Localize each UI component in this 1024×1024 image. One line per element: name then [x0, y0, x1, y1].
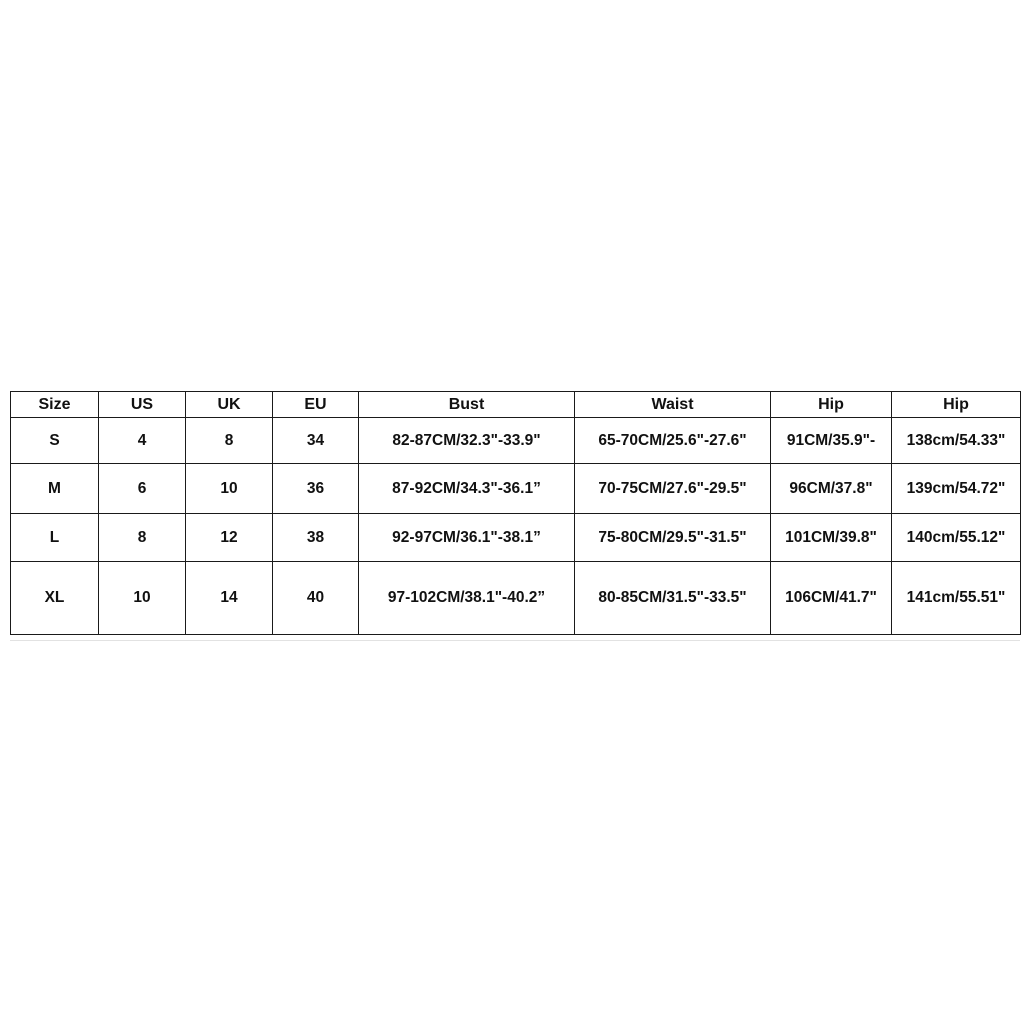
header-hip: Hip	[771, 392, 892, 418]
cell-waist: 65-70CM/25.6"-27.6"	[575, 418, 771, 464]
cell-size: XL	[11, 562, 99, 635]
table-row	[11, 418, 1021, 464]
cell-us: 4	[99, 418, 186, 464]
cell-us: 10	[99, 562, 186, 635]
header-uk: UK	[186, 392, 273, 418]
cell-eu: 34	[273, 418, 359, 464]
header-eu: EU	[273, 392, 359, 418]
cell-uk: 12	[186, 514, 273, 562]
size-chart-table	[10, 391, 1021, 635]
cell-uk: 8	[186, 418, 273, 464]
cell-waist: 75-80CM/29.5"-31.5"	[575, 514, 771, 562]
header-size: Size	[11, 392, 99, 418]
cell-bust: 97-102CM/38.1"-40.2”	[359, 562, 575, 635]
header-row	[11, 392, 1021, 418]
cell-uk: 14	[186, 562, 273, 635]
cell-eu: 40	[273, 562, 359, 635]
header-hip-2: Hip	[892, 392, 1021, 418]
cell-bust: 92-97CM/36.1"-38.1”	[359, 514, 575, 562]
cell-uk: 10	[186, 464, 273, 514]
cell-bust: 82-87CM/32.3"-33.9"	[359, 418, 575, 464]
cell-eu: 38	[273, 514, 359, 562]
cell-hip-2: 139cm/54.72"	[892, 464, 1021, 514]
table-row	[11, 562, 1021, 635]
cell-hip-2: 138cm/54.33"	[892, 418, 1021, 464]
faint-grid-line	[10, 640, 1020, 641]
cell-waist: 70-75CM/27.6"-29.5"	[575, 464, 771, 514]
cell-waist: 80-85CM/31.5"-33.5"	[575, 562, 771, 635]
cell-size: S	[11, 418, 99, 464]
cell-hip: 96CM/37.8"	[771, 464, 892, 514]
header-us: US	[99, 392, 186, 418]
cell-hip-2: 141cm/55.51"	[892, 562, 1021, 635]
cell-eu: 36	[273, 464, 359, 514]
cell-size: L	[11, 514, 99, 562]
cell-us: 6	[99, 464, 186, 514]
header-bust: Bust	[359, 392, 575, 418]
cell-bust: 87-92CM/34.3"-36.1”	[359, 464, 575, 514]
table-row	[11, 514, 1021, 562]
cell-hip-2: 140cm/55.12"	[892, 514, 1021, 562]
cell-us: 8	[99, 514, 186, 562]
cell-hip: 91CM/35.9"-	[771, 418, 892, 464]
cell-hip: 101CM/39.8"	[771, 514, 892, 562]
cell-hip: 106CM/41.7"	[771, 562, 892, 635]
table-row	[11, 464, 1021, 514]
header-waist: Waist	[575, 392, 771, 418]
cell-size: M	[11, 464, 99, 514]
